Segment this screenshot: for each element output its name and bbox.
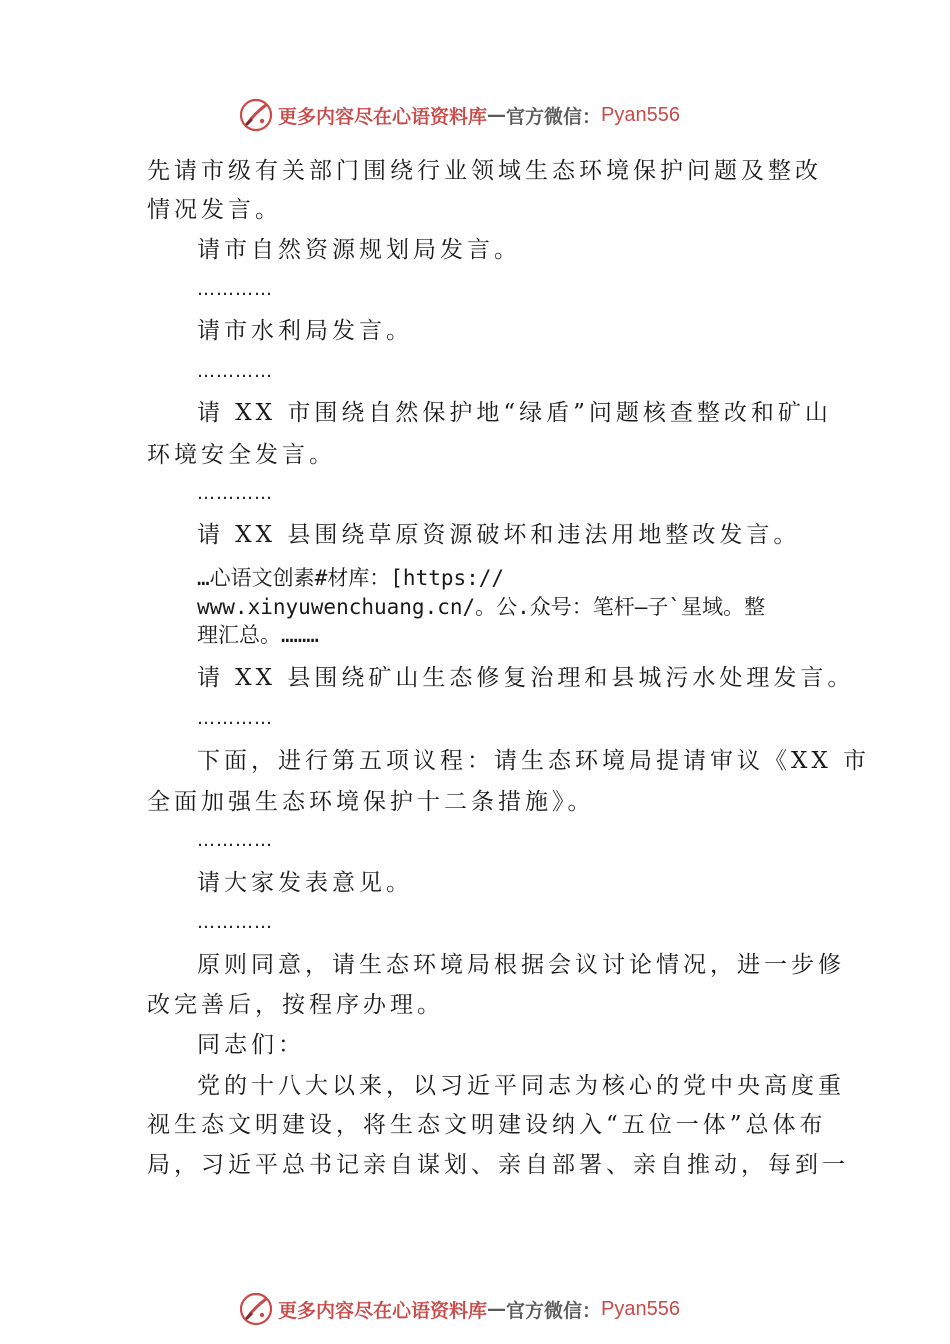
banner-wechat-label: 官方微信：	[506, 105, 602, 128]
banner-wechat-id: Pyan556	[601, 103, 680, 126]
paragraph-line: 情况发言。	[147, 197, 282, 223]
watermark-line: www.xinyuwenchuang.cn/。公.众号：笔杆—子`星域。整	[197, 595, 766, 619]
banner-brand-text: 更多内容尽在心语资料库	[278, 105, 488, 128]
paragraph-line: 原则同意，请生态环境局根据会议讨论情况，进一步修	[197, 952, 845, 978]
ellipsis-line: …………	[197, 912, 273, 933]
watermark-line: 理汇总。………	[197, 623, 319, 647]
paragraph-line: 请 XX 县围绕矿山生态修复治理和县城污水处理发言。	[197, 665, 855, 691]
ellipsis-line: …………	[197, 830, 273, 851]
banner-wechat-label: 官方微信：	[506, 1299, 602, 1322]
paragraph-line: 请 XX 县围绕草原资源破坏和违法用地整改发言。	[197, 522, 801, 548]
banner-dash: —	[487, 1298, 507, 1320]
paragraph-line: 视生态文明建设，将生态文明建设纳入“五位一体”总体布	[147, 1112, 827, 1138]
banner-wechat-id: Pyan556	[601, 1297, 680, 1320]
paragraph-line: 先请市级有关部门围绕行业领域生态环境保护问题及整改	[147, 158, 822, 184]
header-watermark-banner	[238, 95, 680, 135]
footer-watermark-banner	[238, 1289, 680, 1329]
paragraph-line: 环境安全发言。	[147, 442, 336, 468]
ellipsis-line: …………	[197, 708, 273, 729]
paragraph-line: 请市自然资源规划局发言。	[197, 237, 521, 263]
paragraph-line: 下面，进行第五项议程：请生态环境局提请审议《XX 市	[197, 748, 871, 774]
paragraph-line: 请 XX 市围绕自然保护地“绿盾”问题核查整改和矿山	[197, 400, 832, 426]
paragraph-line: 改完善后，按程序办理。	[147, 992, 444, 1018]
ellipsis-line: …………	[197, 483, 273, 504]
paragraph-line: 请大家发表意见。	[197, 870, 413, 896]
paragraph-line: 局，习近平总书记亲自谋划、亲自部署、亲自推动，每到一	[147, 1152, 849, 1178]
banner-dash: —	[487, 104, 507, 126]
banner-brand-text: 更多内容尽在心语资料库	[278, 1299, 488, 1322]
ellipsis-line: …………	[197, 279, 273, 300]
paragraph-line: 同志们：	[197, 1032, 305, 1058]
paragraph-line: 请市水利局发言。	[197, 318, 413, 344]
brush-pen-logo-icon	[238, 97, 274, 133]
paragraph-line: 党的十八大以来，以习近平同志为核心的党中央高度重	[197, 1073, 845, 1099]
watermark-line: …心语文创素#材库：[https://	[197, 566, 505, 590]
ellipsis-line: …………	[197, 361, 273, 382]
paragraph-line: 全面加强生态环境保护十二条措施》。	[147, 789, 595, 815]
brush-pen-logo-icon	[238, 1291, 274, 1327]
